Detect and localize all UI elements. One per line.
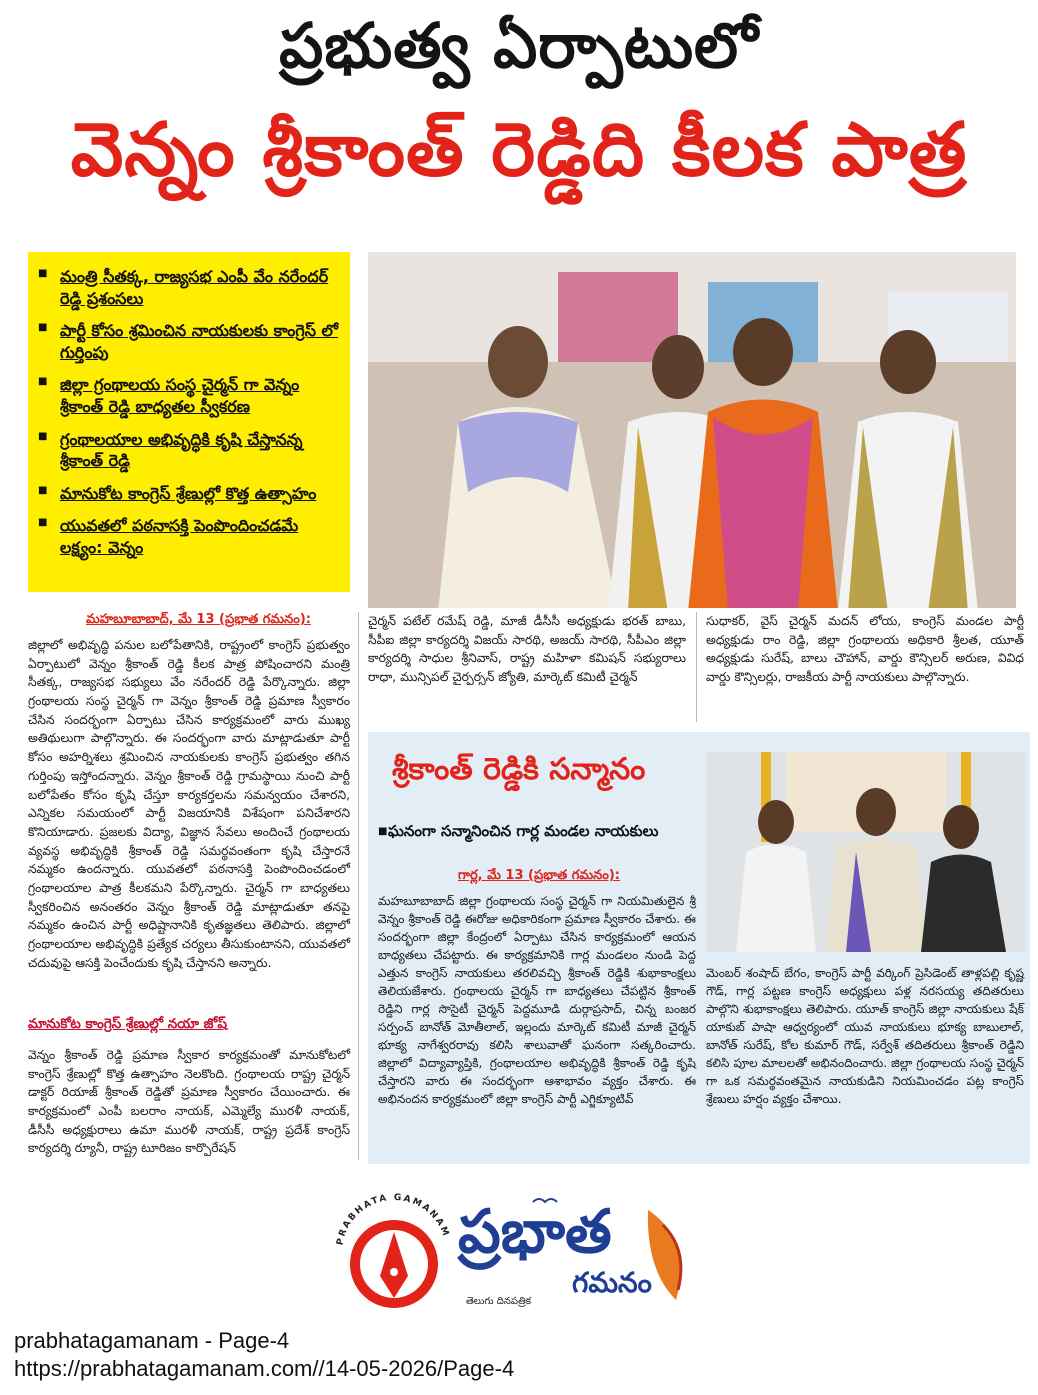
article-col-2-text: చైర్మన్ పటేల్ రమేష్ రెడ్డి, మాజీ డీసీసీ అధ్యక్షుడు భరత్ బాబు, సీపీఐ జిల్లా కార్యదర్శి విజయ్ సారథి, అజయ్ సారథి, సీపీఎం జిల్లా కార్యదర్శి సాధుల శ్రీనివాస్, రాష్ట్ర మహిళా కమిషన్ సభ్యురాలు రాధా, మున్సిపల్ చైర్పర్సన్ జ్యోతి, మార్కెట్ కమిటీ చైర్మన్ bbox=[368, 614, 686, 685]
box-title: శ్రీకాంత్ రెడ్డికి సన్మానం bbox=[392, 752, 646, 787]
highlight-item: ■ గ్రంథాలయాల అభివృద్ధికి కృషి చేస్తానన్న శ్రీకాంత్ రెడ్డి bbox=[38, 429, 340, 472]
article-col-3-text: సుధాకర్, వైస్ చైర్మన్ మదన్ లోయ, కాంగ్రెస్ మండల పార్టీ అధ్యక్షుడు రాం రెడ్డి, జిల్లా గ్రంథాలయ అధికారి శ్రీలత, యూత్ అధ్యక్షుడు సురేష్, బాలు చౌహాన్, వార్డు కౌన్సిలర్ అరుణ, వివిధ వార్డు కౌన్సిలర్లు, రాజకీయ పార్టీ నాయకులు పాల్గొన్నారు. bbox=[706, 614, 1024, 685]
article-dateline: మహబూబాబాద్, మే 13 (ప్రభాత గమనం): bbox=[86, 612, 311, 627]
box-col-b-text: మెంబర్ శంషాద్ బేగం, కాంగ్రెస్ పార్టీ వర్కింగ్ ప్రెసిడెంట్ తాళ్లపల్లి కృష్ణ గౌడ్, గార్ల పట్టణ కాంగ్రెస్ అధ్యక్షులు పళ్ల నరసయ్య తదితరులు పాల్గొని శుభాకాంక్షలు తెలిపారు. యూత్ కాంగ్రెస్ జిల్లా నాయకులు షేక్ యాకుబ్ పాషా ఆధ్వర్యంలో యువ నాయకులు భూక్య బాబులాల్, బానోత్ సురేష్, కోల కుమార్ గౌడ్, సర్వేశ్ తదితరులు శ్రీకాంత్ రెడ్డిని కలిసి పూల మాలలతో అభినందించారు. జిల్లా గ్రంథాలయ సంస్థ చైర్మన్ గా ఒక సమర్థవంతమైన నాయకుడిని నియమించడం పట్ల కాంగ్రెస్ శ్రేణులు హర్షం వ్యక్తం చేశాయి. bbox=[706, 966, 1024, 1106]
highlight-item: ■ పార్టీ కోసం శ్రమించిన నాయకులకు కాంగ్రెస్ లో గుర్తింపు bbox=[38, 320, 340, 363]
main-photo bbox=[368, 252, 1016, 608]
svg-text:PRABHATA GAMANAM: PRABHATA GAMANAM bbox=[335, 1192, 451, 1247]
article-col-1-text-2: వెన్నం శ్రీకాంత్ రెడ్డి ప్రమాణ స్వీకార కార్యక్రమంతో మానుకోటలో కాంగ్రెస్ శ్రేణుల్లో కొత్త ఉత్సాహం నెలకొంది. గ్రంథాలయ రాష్ట్ర చైర్మన్ డాక్టర్ రియాజ్ శ్రీకాంత్ రెడ్డితో ప్రమాణ స్వీకారం చేయించారు. ఈ కార్యక్రమంలో ఎంపీ బలరాం నాయక్, ఎమ్మెల్యే మురళీ నాయక్, డీసీసీ అధ్యక్షురాలు ఉమా మురళీ నాయక్, రాష్ట్ర ప్రదేశ్ కాంగ్రెస్ కార్యదర్శి ర్యూనీ, రాష్ట్ర టూరిజం కార్పొరేషన్ bbox=[28, 1048, 350, 1156]
highlights-box bbox=[28, 252, 350, 592]
highlight-item: ■ జిల్లా గ్రంథాలయ సంస్థ చైర్మన్ గా వెన్నం శ్రీకాంత్ రెడ్డి బాధ్యతల స్వీకరణ bbox=[38, 374, 340, 417]
highlight-item: ■ మానుకోట కాంగ్రెస్ శ్రేణుల్లో కొత్త ఉత్సాహం bbox=[38, 483, 340, 505]
bullet-icon: ■ bbox=[378, 826, 388, 837]
box-dateline: గార్ల, మే 13 (ప్రభాత గమనం): bbox=[458, 868, 620, 883]
headline-line-1: ప్రభుత్వ ఏర్పాటులో bbox=[279, 9, 759, 82]
highlight-item: ■ యువతలో పఠనాసక్తి పెంపొందించడమే లక్ష్యం: వెన్నం bbox=[38, 515, 340, 558]
box-photo bbox=[706, 752, 1026, 952]
footer-page-label: prabhatagamanam - Page-4 bbox=[14, 1328, 290, 1353]
article-col-1-text: జిల్లాలో అభివృద్ధి పనుల బలోపేతానికి, రాష్ట్రంలో కాంగ్రెస్ ప్రభుత్వం ఏర్పాటులో వెన్నం శ్రీకాంత్ రెడ్డి కీలక పాత్ర పోషించారని మంత్రి సీతక్క, రాజ్యసభ సభ్యులు వేం నరేందర్ రెడ్డి పేర్కొన్నారు. జిల్లా గ్రంథాలయ సంస్థ చైర్మన్ గా వెన్నం శ్రీకాంత్ రెడ్డి ప్రమాణ స్వీకారం చేసిన సందర్భంగా ఏర్పాటు చేసిన కార్యక్రమంలో వారు ముఖ్య అతిథులుగా పాల్గొన్నారు. ఈ సందర్భంగా వారు మాట్లాడుతూ పార్టీ కోసం అహర్నిశలు శ్రమించిన నాయకులకు కాంగ్రెస్ ప్రభుత్వం తగిన గుర్తింపు ఇస్తోందన్నారు. వెన్నం శ్రీకాంత్ రెడ్డి గ్రామస్థాయి నుంచి పార్టీ బలోపేతం కోసం కృషి చేస్తూ కార్యకర్తలను సమన్వయం చేశారని, ఎన్నికల సమయంలో పార్టీ విజయానికి విశేషంగా పనిచేశారని కొనియాడారు. ప్రజలకు విద్యా, విజ్ఞాన సేవలు అందించే గ్రంథాలయ వ్యవస్థ అభివృద్ధికి శ్రీకాంత్ రెడ్డి సమర్థవంతంగా కృషి చేస్తారనే నమ్మకం ఉందన్నారు. యువతలో పఠనాసక్తి పెంపొందించడంలో గ్రంథాలయాల పాత్ర కీలకమని పేర్కొన్నారు. చైర్మన్ గా బాధ్యతలు స్వీకరించిన అనంతరం వెన్నం శ్రీకాంత్ రెడ్డి మాట్లాడుతూ తనపై నమ్మకం ఉంచిన పార్టీ అధిష్టానానికి కృతజ్ఞతలు తెలిపారు. జిల్లాలో గ్రంథాలయాల అభివృద్ధికి ప్రత్యేక చర్యలు తీసుకుంటానని, యువతలో చదువుపై ఆసక్తి పెంచేందుకు కృషి చేస్తానని అన్నారు. bbox=[28, 638, 350, 970]
headline-line-2: వెన్నం శ్రీకాంత్ రెడ్డిది కీలక పాత్ర bbox=[70, 107, 968, 193]
box-col-a-text: మహబూబాబాద్ జిల్లా గ్రంథాలయ సంస్థ చైర్మన్ గా నియమితులైన శ్రీ వెన్నం శ్రీకాంత్ రెడ్డి ఈరోజు అధికారికంగా ప్రమాణ స్వీకారం చేశారు. ఈ సందర్భంగా జిల్లా కేంద్రంలో ఏర్పాటు చేసిన కార్యక్రమంలో ఆయన బాధ్యతలు చేపట్టారు. ఈ కార్యక్రమానికి గార్ల మండలం నుండి పెద్ద ఎత్తున కాంగ్రెస్ నాయకులు తరలివచ్చి శ్రీకాంత్ రెడ్డికి శుభాకాంక్షలు తెలియజేశారు. గ్రంథాలయ చైర్మన్ గా బాధ్యతలు చేపట్టిన శ్రీకాంత్ రెడ్డిని గార్ల సొసైటీ చైర్మన్ పెద్దమూడి దుర్గాప్రసాద్, చిన్న బంజర సర్పంచ్ బానోత్ మోతీలాల్, ఇల్లందు మార్కెట్ కమిటీ మాజీ చైర్మన్ భూక్య నాగేశ్వరరావు కలిసి శాలువాతో ఘనంగా సత్కరించారు. జిల్లాలో విద్యావ్యాప్తికి, గ్రంథాలయాల అభివృద్ధికి శ్రీకాంత్ రెడ్డి కృషి చేస్తారని వారు ఈ సందర్భంగా ఆశాభావం వ్యక్తం చేశారు. ఈ అభినందన కార్యక్రమంలో జిల్లా కాంగ్రెస్ పార్టీ ఎగ్జిక్యూటివ్ bbox=[378, 894, 696, 1106]
box-subtitle: ఘనంగా సన్మానించిన గార్ల మండల నాయకులు bbox=[388, 822, 659, 840]
column-divider bbox=[358, 612, 359, 1160]
svg-text:ప్రభాత: ప్రభాత bbox=[458, 1197, 612, 1267]
svg-text:తెలుగు దినపత్రిక: తెలుగు దినపత్రిక bbox=[466, 1296, 532, 1307]
svg-text:గమనం: గమనం bbox=[572, 1266, 652, 1299]
column-divider bbox=[696, 612, 697, 722]
highlight-item: ■ మంత్రి సీతక్క, రాజ్యసభ ఎంపీ వేం నరేందర్ రెడ్డి ప్రశంసలు bbox=[38, 266, 340, 309]
publication-logo bbox=[328, 1180, 708, 1315]
article-subhead: మానుకోట కాంగ్రెస్ శ్రేణుల్లో నయా జోష్ bbox=[28, 1016, 227, 1032]
footer-url[interactable]: https://prabhatagamanam.com//14-05-2026/Page-4 bbox=[14, 1356, 515, 1381]
